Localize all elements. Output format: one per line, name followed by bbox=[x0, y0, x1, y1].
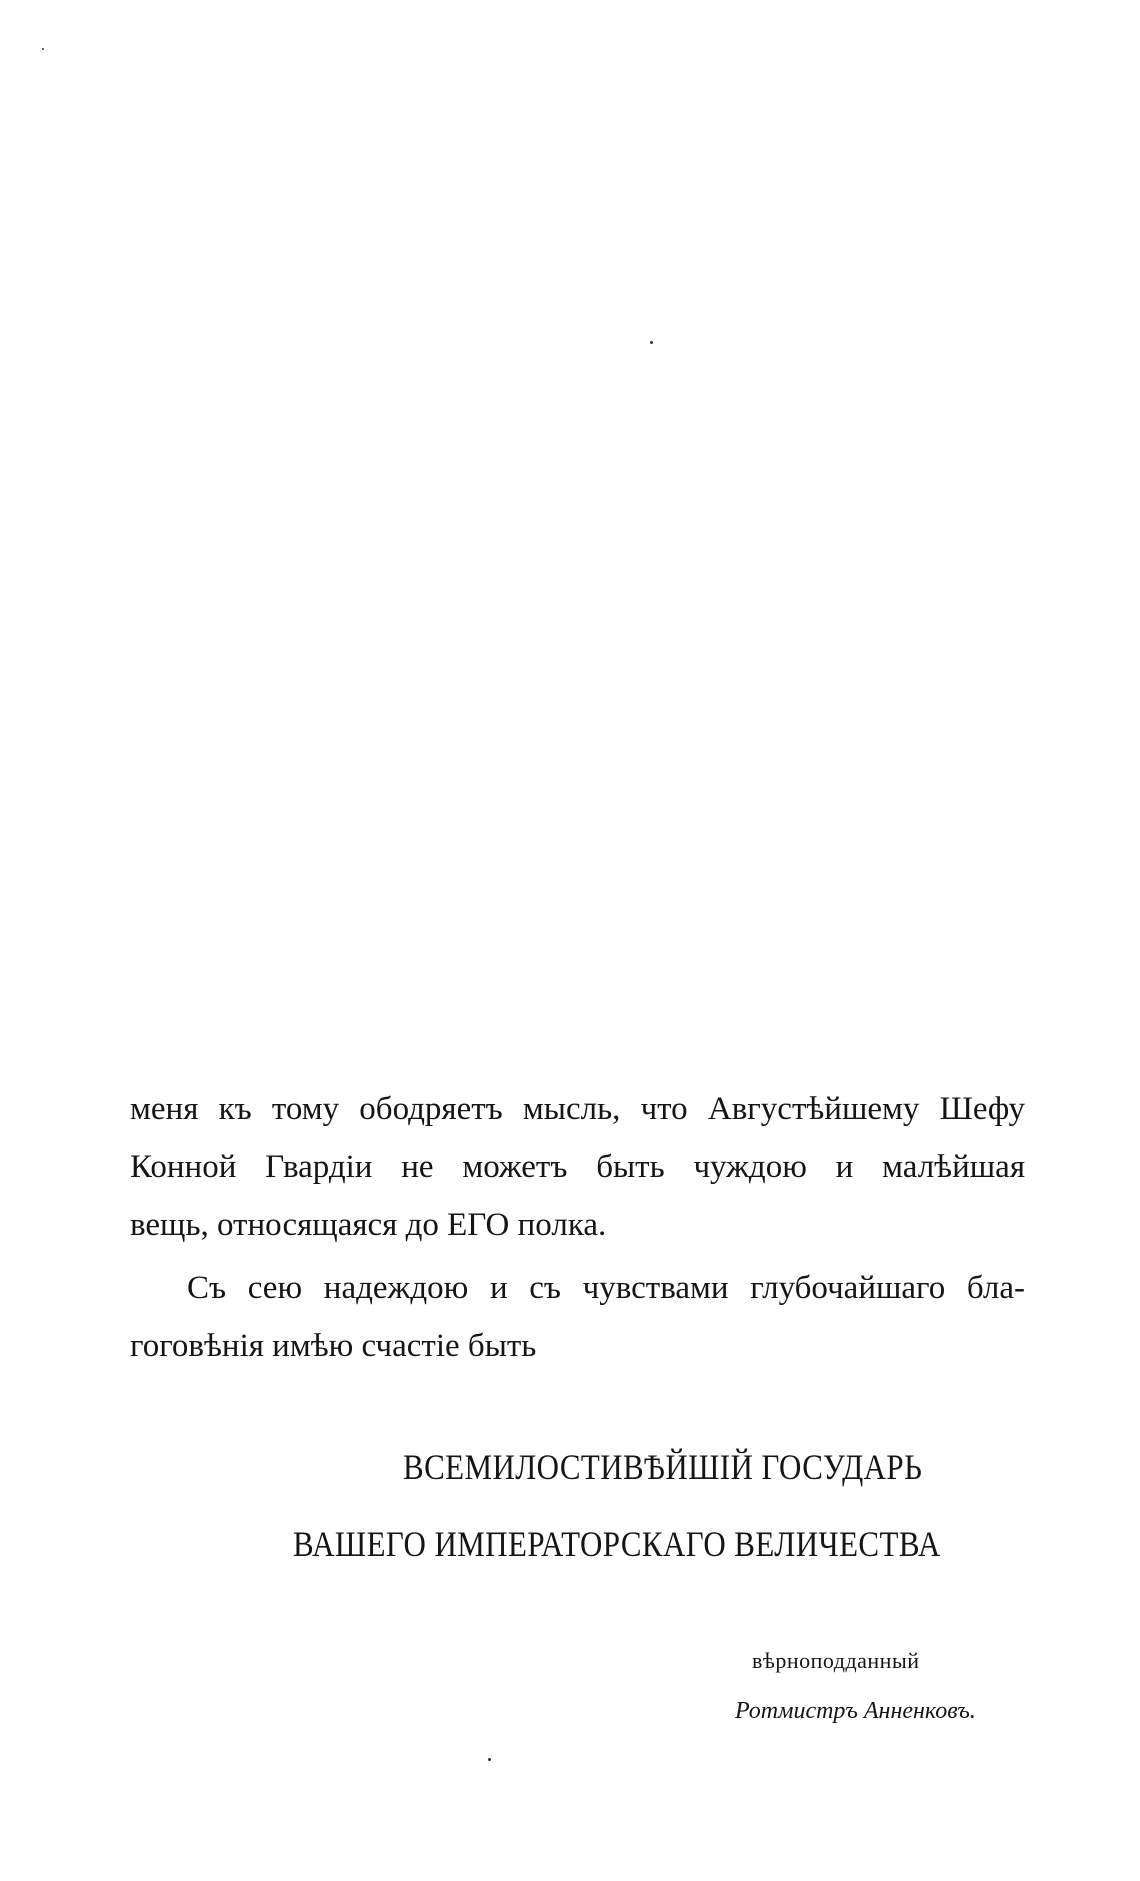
scan-speck bbox=[488, 1758, 491, 1761]
paragraph-2 bbox=[130, 1259, 1025, 1375]
scan-speck bbox=[42, 48, 44, 50]
address-line-1: ВСЕМИЛОСТИВѢЙШІЙ ГОСУДАРЬ bbox=[403, 1447, 923, 1487]
signature-name: Ротмистръ Анненковъ. bbox=[735, 1698, 976, 1724]
address-line-2: ВАШЕГО ИМПЕРАТОРСКАГО ВЕЛИЧЕСТВА bbox=[293, 1524, 941, 1564]
text-line: Конной Гвардіи не можетъ быть чуждою и малѣйшая bbox=[130, 1149, 1025, 1185]
paragraph-1 bbox=[130, 1080, 1025, 1254]
scan-speck bbox=[650, 341, 653, 344]
text-line: вещь, относящаяся до ЕГО полка. bbox=[130, 1207, 607, 1243]
text-line: меня къ тому ободряетъ мысль, что Августѣйшему Шефу bbox=[130, 1091, 1025, 1127]
signature-title: вѣрноподданный bbox=[752, 1648, 920, 1673]
text-line: гоговѣнія имѣю счастіе быть bbox=[130, 1328, 537, 1364]
text-line: Съ сею надеждою и съ чувствами глубочайшаго бла- bbox=[187, 1270, 1025, 1306]
